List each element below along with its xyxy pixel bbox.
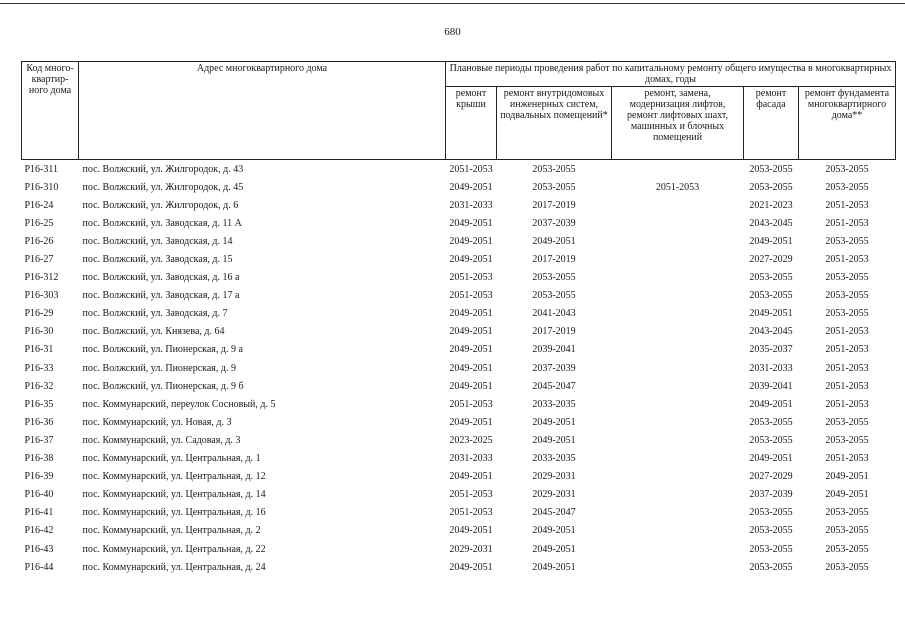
- row-foundation: 2053-2055: [825, 525, 869, 537]
- row-address: пос. Волжский, ул. Пионерская, д. 9: [82, 362, 236, 374]
- header-roof: ремонт крыши: [446, 87, 497, 160]
- row-foundation: 2053-2055: [825, 416, 869, 428]
- row-code: P16-310: [24, 181, 59, 193]
- row-roof: 2049-2051: [449, 308, 493, 320]
- row-code: P16-42: [24, 525, 54, 537]
- row-elevators: [612, 377, 744, 395]
- row-facade: 2053-2055: [749, 416, 793, 428]
- header-elevators: ремонт, замена, модернизация лифтов, ремонт лифтовых шахт, машинных и блочных помещений: [612, 87, 744, 160]
- row-facade: 2053-2055: [749, 163, 793, 175]
- header-periods: Плановые периоды проведения работ по капитальному ремонту общего имущества в многоквартирных домах, годы: [446, 62, 896, 87]
- row-address: пос. Коммунарский, ул. Центральная, д. 2: [82, 525, 261, 537]
- row-facade: 2053-2055: [749, 181, 793, 193]
- row-facade: 2043-2045: [749, 326, 793, 338]
- table-row: [22, 250, 896, 268]
- row-facade: 2049-2051: [749, 235, 793, 247]
- row-facade: 2053-2055: [749, 290, 793, 302]
- row-address: пос. Коммунарский, ул. Садовая, д. 3: [82, 434, 241, 446]
- row-elevators: [612, 504, 744, 522]
- row-engineering: 2049-2051: [532, 434, 576, 446]
- row-engineering: 2033-2035: [532, 453, 576, 465]
- row-foundation: 2053-2055: [825, 543, 869, 555]
- row-facade: 2027-2029: [749, 471, 793, 483]
- row-elevators: [612, 431, 744, 449]
- row-facade: 2053-2055: [749, 561, 793, 573]
- row-elevators: [612, 250, 744, 268]
- row-engineering: 2053-2055: [532, 272, 576, 284]
- row-facade: 2027-2029: [749, 254, 793, 266]
- row-roof: 2023-2025: [449, 434, 493, 446]
- row-code: P16-38: [24, 453, 54, 465]
- table-row: [22, 323, 896, 341]
- row-engineering: 2017-2019: [532, 326, 576, 338]
- row-address: пос. Коммунарский, ул. Центральная, д. 1: [82, 453, 261, 465]
- row-code: P16-37: [24, 434, 54, 446]
- row-elevators: [612, 395, 744, 413]
- row-facade: 2031-2033: [749, 362, 793, 374]
- row-foundation: 2051-2053: [825, 217, 869, 229]
- row-code: P16-27: [24, 254, 54, 266]
- row-elevators: [612, 359, 744, 377]
- row-elevators: [612, 287, 744, 305]
- row-roof: 2049-2051: [449, 181, 493, 193]
- table-row: [22, 431, 896, 449]
- row-engineering: 2049-2051: [532, 235, 576, 247]
- row-engineering: 2053-2055: [532, 181, 576, 193]
- row-roof: 2031-2033: [449, 453, 493, 465]
- row-elevators: [612, 540, 744, 558]
- row-facade: 2049-2051: [749, 308, 793, 320]
- row-foundation: 2053-2055: [825, 507, 869, 519]
- table-row: [22, 287, 896, 305]
- row-code: P16-32: [24, 380, 54, 392]
- row-roof: 2051-2053: [449, 507, 493, 519]
- table-row: [22, 214, 896, 232]
- row-code: P16-35: [24, 398, 54, 410]
- row-elevators: [612, 522, 744, 540]
- row-code: P16-24: [24, 199, 54, 211]
- table-row: [22, 178, 896, 196]
- row-roof: 2029-2031: [449, 543, 493, 555]
- row-elevators: [612, 214, 744, 232]
- row-foundation: 2051-2053: [825, 398, 869, 410]
- table-row: [22, 486, 896, 504]
- header-foundation: ремонт фундамента многоквартирного дома**: [799, 87, 896, 160]
- row-roof: 2049-2051: [449, 217, 493, 229]
- row-foundation: 2053-2055: [825, 272, 869, 284]
- table-body: [22, 160, 896, 577]
- row-foundation: 2053-2055: [825, 181, 869, 193]
- table-row: [22, 196, 896, 214]
- row-engineering: 2037-2039: [532, 217, 576, 229]
- header-engineering: ремонт внутридомовых инженерных систем, подвальных помещений*: [497, 87, 612, 160]
- table-row: [22, 305, 896, 323]
- row-address: пос. Коммунарский, ул. Центральная, д. 22: [82, 543, 266, 555]
- row-engineering: 2033-2035: [532, 398, 576, 410]
- table-row: [22, 377, 896, 395]
- row-address: пос. Волжский, ул. Жилгородок, д. 43: [82, 163, 244, 175]
- row-elevators: [612, 450, 744, 468]
- row-facade: 2049-2051: [749, 453, 793, 465]
- table-row: [22, 540, 896, 558]
- table-row: [22, 522, 896, 540]
- row-elevators: [612, 468, 744, 486]
- row-address: пос. Коммунарский, ул. Центральная, д. 14: [82, 489, 266, 501]
- row-elevators: [612, 269, 744, 287]
- row-foundation: 2051-2053: [825, 326, 869, 338]
- row-roof: 2049-2051: [449, 254, 493, 266]
- row-code: P16-312: [24, 272, 59, 284]
- capital-repair-table: [21, 61, 896, 576]
- row-roof: 2049-2051: [449, 525, 493, 537]
- row-elevators: [612, 486, 744, 504]
- header-facade: ремонт фасада: [744, 87, 799, 160]
- row-foundation: 2049-2051: [825, 471, 869, 483]
- row-elevators: [612, 323, 744, 341]
- row-engineering: 2053-2055: [532, 163, 576, 175]
- row-roof: 2051-2053: [449, 163, 493, 175]
- row-foundation: 2051-2053: [825, 453, 869, 465]
- header-address: Адрес многоквартирного дома: [79, 62, 446, 160]
- row-address: пос. Коммунарский, ул. Центральная, д. 24: [82, 561, 266, 573]
- row-facade: 2053-2055: [749, 272, 793, 284]
- row-address: пос. Волжский, ул. Заводская, д. 11 А: [82, 217, 242, 229]
- row-facade: 2053-2055: [749, 507, 793, 519]
- table-row: [22, 269, 896, 287]
- row-address: пос. Волжский, ул. Заводская, д. 7: [82, 308, 228, 320]
- row-code: P16-39: [24, 471, 54, 483]
- row-roof: 2051-2053: [449, 290, 493, 302]
- table-row: [22, 504, 896, 522]
- row-elevators: [612, 196, 744, 214]
- row-code: P16-43: [24, 543, 54, 555]
- row-engineering: 2049-2051: [532, 543, 576, 555]
- table-header: [22, 62, 896, 160]
- row-address: пос. Волжский, ул. Князева, д. 64: [82, 326, 225, 338]
- row-engineering: 2049-2051: [532, 561, 576, 573]
- row-elevators: [612, 341, 744, 359]
- row-roof: 2031-2033: [449, 199, 493, 211]
- row-elevators: [612, 413, 744, 431]
- row-code: P16-44: [24, 561, 54, 573]
- table-row: [22, 558, 896, 576]
- header-code: Код много-квартир-ного дома: [22, 62, 79, 160]
- row-engineering: 2053-2055: [532, 290, 576, 302]
- row-roof: 2049-2051: [449, 380, 493, 392]
- row-engineering: 2045-2047: [532, 380, 576, 392]
- row-facade: 2053-2055: [749, 525, 793, 537]
- row-code: P16-41: [24, 507, 54, 519]
- row-elevators: 2051-2053: [655, 181, 700, 193]
- row-facade: 2039-2041: [749, 380, 793, 392]
- row-engineering: 2017-2019: [532, 199, 576, 211]
- row-facade: 2035-2037: [749, 344, 793, 356]
- row-foundation: 2051-2053: [825, 254, 869, 266]
- row-facade: 2043-2045: [749, 217, 793, 229]
- table-row: [22, 413, 896, 431]
- row-facade: 2053-2055: [749, 434, 793, 446]
- row-address: пос. Волжский, ул. Пионерская, д. 9 а: [82, 344, 243, 356]
- table-row: [22, 232, 896, 250]
- row-code: P16-33: [24, 362, 54, 374]
- row-foundation: 2051-2053: [825, 199, 869, 211]
- row-code: P16-36: [24, 416, 54, 428]
- row-foundation: 2051-2053: [825, 362, 869, 374]
- row-foundation: 2053-2055: [825, 434, 869, 446]
- row-roof: 2049-2051: [449, 235, 493, 247]
- row-engineering: 2045-2047: [532, 507, 576, 519]
- row-foundation: 2053-2055: [825, 163, 869, 175]
- row-code: P16-303: [24, 290, 59, 302]
- row-elevators: [612, 558, 744, 576]
- row-foundation: 2053-2055: [825, 561, 869, 573]
- table-row: [22, 341, 896, 359]
- table-row: [22, 395, 896, 413]
- row-roof: 2049-2051: [449, 471, 493, 483]
- row-facade: 2053-2055: [749, 543, 793, 555]
- row-foundation: 2053-2055: [825, 308, 869, 320]
- row-roof: 2051-2053: [449, 398, 493, 410]
- page-number: 680: [444, 26, 461, 38]
- table-row: [22, 450, 896, 468]
- row-address: пос. Коммунарский, ул. Центральная, д. 16: [82, 507, 266, 519]
- row-address: пос. Коммунарский, ул. Новая, д. 3: [82, 416, 232, 428]
- row-engineering: 2017-2019: [532, 254, 576, 266]
- row-address: пос. Волжский, ул. Жилгородок, д. 6: [82, 199, 239, 211]
- row-code: P16-31: [24, 344, 54, 356]
- row-roof: 2049-2051: [449, 561, 493, 573]
- row-roof: 2049-2051: [449, 416, 493, 428]
- row-foundation: 2053-2055: [825, 290, 869, 302]
- row-address: пос. Волжский, ул. Заводская, д. 14: [82, 235, 233, 247]
- row-elevators: [612, 160, 744, 179]
- row-elevators: [612, 305, 744, 323]
- row-foundation: 2051-2053: [825, 344, 869, 356]
- row-address: пос. Волжский, ул. Заводская, д. 17 а: [82, 290, 240, 302]
- row-engineering: 2041-2043: [532, 308, 576, 320]
- row-engineering: 2039-2041: [532, 344, 576, 356]
- row-engineering: 2029-2031: [532, 489, 576, 501]
- row-address: пос. Волжский, ул. Пионерская, д. 9 б: [82, 380, 244, 392]
- row-facade: 2021-2023: [749, 199, 793, 211]
- row-code: P16-26: [24, 235, 54, 247]
- row-engineering: 2029-2031: [532, 471, 576, 483]
- row-elevators: [612, 232, 744, 250]
- row-roof: 2049-2051: [449, 362, 493, 374]
- row-engineering: 2037-2039: [532, 362, 576, 374]
- row-address: пос. Коммунарский, ул. Центральная, д. 12: [82, 471, 266, 483]
- table-row: [22, 468, 896, 486]
- row-foundation: 2049-2051: [825, 489, 869, 501]
- row-engineering: 2049-2051: [532, 525, 576, 537]
- row-address: пос. Коммунарский, переулок Сосновый, д. 5: [82, 398, 276, 410]
- row-engineering: 2049-2051: [532, 416, 576, 428]
- row-facade: 2049-2051: [749, 398, 793, 410]
- table-row: [22, 359, 896, 377]
- row-code: P16-25: [24, 217, 54, 229]
- row-facade: 2037-2039: [749, 489, 793, 501]
- top-rule: [0, 3, 905, 4]
- row-roof: 2049-2051: [449, 344, 493, 356]
- row-code: P16-29: [24, 308, 54, 320]
- row-address: пос. Волжский, ул. Заводская, д. 15: [82, 254, 233, 266]
- row-code: P16-30: [24, 326, 54, 338]
- row-code: P16-311: [24, 163, 59, 175]
- row-roof: 2049-2051: [449, 326, 493, 338]
- row-roof: 2051-2053: [449, 489, 493, 501]
- table-row: [22, 160, 896, 179]
- row-foundation: 2051-2053: [825, 380, 869, 392]
- row-foundation: 2053-2055: [825, 235, 869, 247]
- row-code: P16-40: [24, 489, 54, 501]
- row-address: пос. Волжский, ул. Заводская, д. 16 а: [82, 272, 240, 284]
- row-address: пос. Волжский, ул. Жилгородок, д. 45: [82, 181, 244, 193]
- row-roof: 2051-2053: [449, 272, 493, 284]
